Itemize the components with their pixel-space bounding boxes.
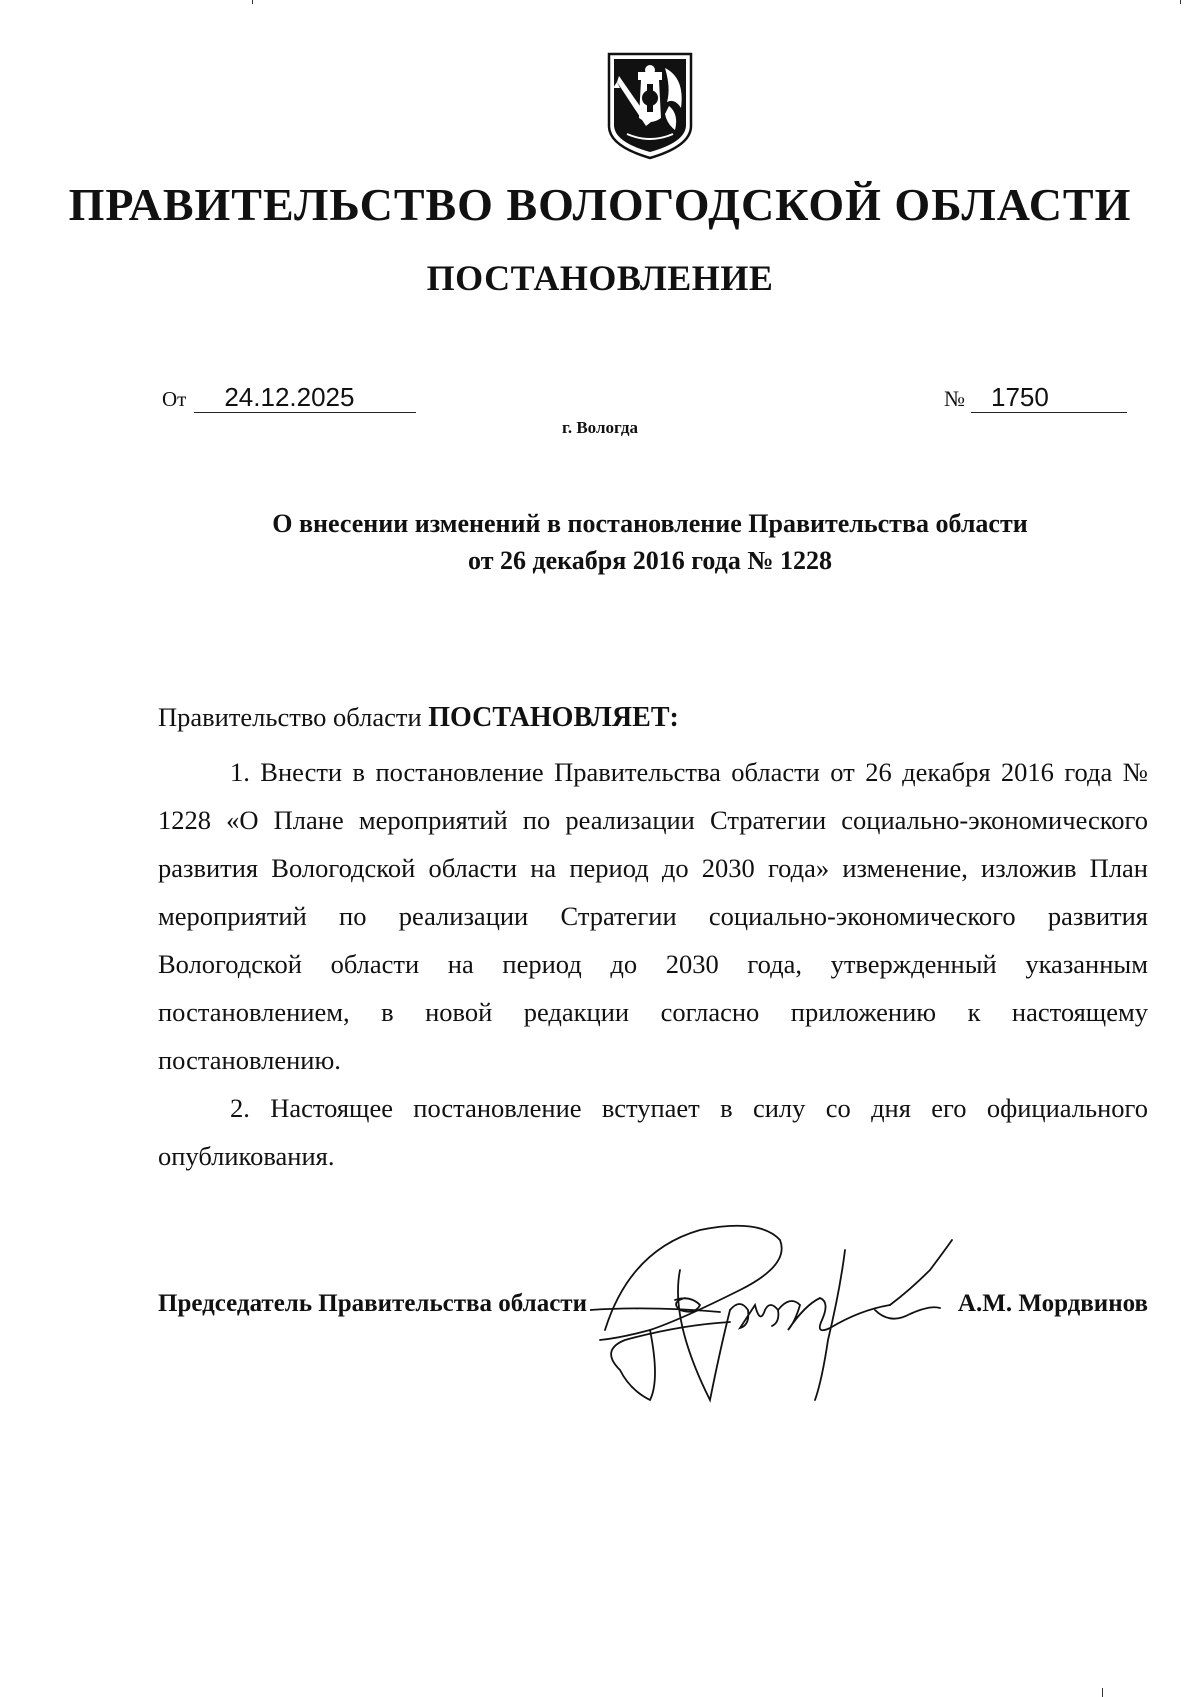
- city: г. Вологда: [562, 418, 638, 437]
- scan-mark-top-right: [1180, 0, 1181, 4]
- number-value: 1750: [971, 382, 1127, 413]
- resolves-word: ПОСТАНОВЛЯЕТ:: [428, 702, 679, 733]
- signer-name: А.М. Мордвинов: [957, 1290, 1148, 1317]
- vologda-coat-of-arms-icon: [605, 48, 695, 160]
- document-body: [158, 693, 1148, 1180]
- resolves-line: [158, 693, 1148, 742]
- document-number: [944, 382, 1127, 413]
- date-value: 24.12.2025: [194, 382, 416, 413]
- paragraph-item-1: 1. Внести в постановление Правительства области от 26 декабря 2016 года № 1228 «О Плане мероприятий по реализации Стратегии социально-экономического развития Вологодской области на период до 2030 года» изменение, изложив План мероприятий по реализации Стратегии социально-экономического развития Вологодской области на период до 2030 года, утвержденный указанным постановлением, в новой редакции согласно приложению к настоящему постановлению.: [158, 757, 1148, 1075]
- document-subject: [0, 505, 1200, 579]
- paragraph-item-2: 2. Настоящее постановление вступает в силу со дня его официального опубликования.: [158, 1093, 1148, 1171]
- scan-mark-bottom-right: [1102, 1688, 1103, 1697]
- number-prefix: №: [944, 386, 965, 411]
- subject-line-2: от 26 декабря 2016 года № 1228: [468, 546, 832, 575]
- handwritten-signature: [590, 1210, 960, 1410]
- government-title: ПРАВИТЕЛЬСТВО ВОЛОГОДСКОЙ ОБЛАСТИ: [68, 179, 1132, 230]
- date-prefix: От: [162, 387, 187, 411]
- signer-title: Председатель Правительства области: [158, 1290, 587, 1317]
- resolves-prefix: Правительство области: [158, 702, 429, 732]
- document-type: ПОСТАНОВЛЕНИЕ: [426, 258, 774, 298]
- scan-mark-top-left: [252, 0, 253, 4]
- subject-line-1: О внесении изменений в постановление Правительства области: [272, 509, 1028, 538]
- document-date: [162, 382, 416, 413]
